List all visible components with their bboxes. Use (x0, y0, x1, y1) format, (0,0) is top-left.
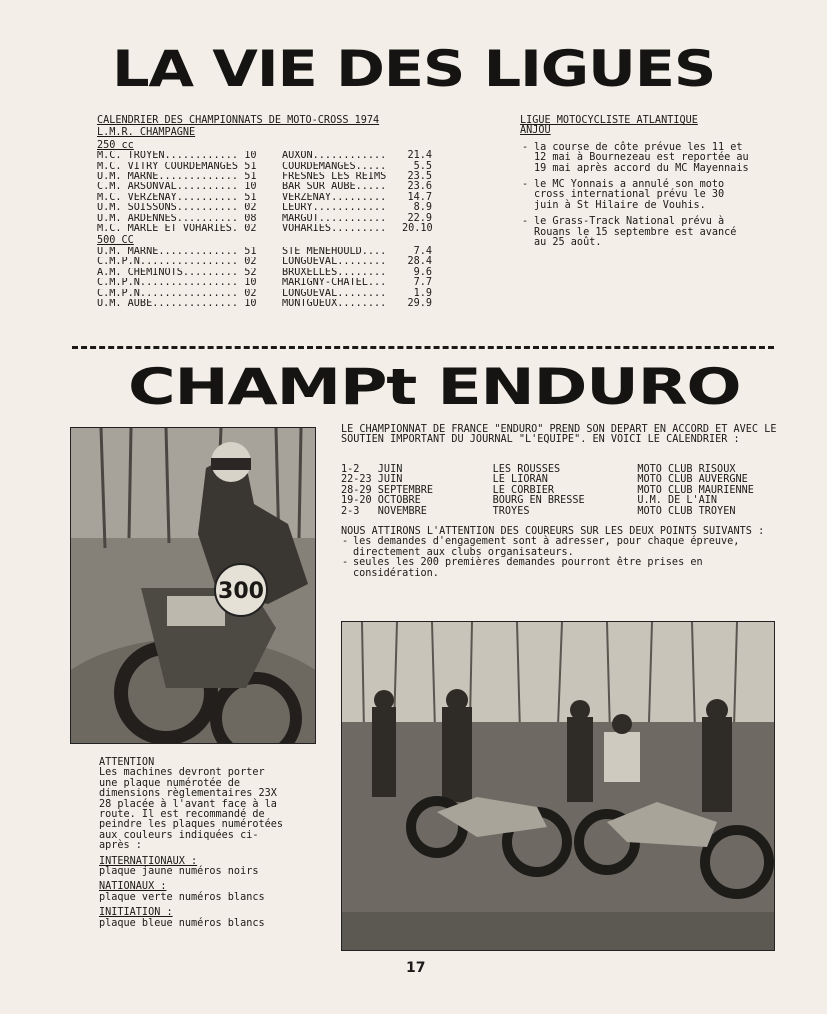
calendar-date: 21.4 (407, 150, 432, 162)
calendar-place: AUXON............ (282, 151, 387, 162)
calendar-500-list (97, 247, 437, 309)
calendar-club: C.M.P.N................ 02 (97, 257, 257, 268)
calendar-row (97, 289, 437, 299)
calendar-club: M.C. TROYEN............ 10 (97, 151, 257, 162)
calendar-row (97, 268, 437, 278)
race-place: LE CORBIER (492, 484, 554, 496)
atlantique-title: LIGUE MOTOCYCLISTE ATLANTIQUE (520, 115, 698, 126)
enduro-notes-list (341, 537, 777, 579)
calendar-place: BAR SUR AUBE..... (282, 182, 387, 193)
calendar-date: 23.5 (407, 171, 432, 183)
calendar-row (97, 224, 437, 234)
attention-title: ATTENTION (99, 757, 155, 768)
race-place: LE LIORAN (492, 474, 548, 486)
plate-rule-label: INTERNATIONAUX : (99, 855, 198, 867)
calendar-place: BRUXELLES........ (282, 267, 387, 278)
race-date: 19-20 OCTOBRE (341, 495, 421, 507)
attention-body: Les machines devront porter une plaque numérotée de dimensions règlementaires 23X 28 placée à l'avant face à la route. Il est recommandé de peindre les plaques numérotées aux couleurs indiquées ci-après : (99, 767, 284, 852)
calendar-date: 20.10 (402, 223, 433, 235)
calendar-place: VOHARIES......... (282, 224, 387, 235)
group-photo (341, 621, 775, 951)
calendar-row (97, 203, 437, 213)
atlantique-list (520, 143, 750, 249)
calendar-row (97, 182, 437, 192)
race-date: 1-2 JUIN (341, 464, 403, 475)
calendar-class-250: 250 cc (97, 139, 134, 151)
plate-rule (99, 857, 289, 878)
calendar-date: 23.6 (407, 181, 432, 193)
section-headline-enduro: CHAMPt ENDURO (128, 358, 741, 416)
race-row (341, 507, 777, 517)
calendar-club: A.M. CHEMINOTS......... 52 (97, 267, 257, 278)
calendar-place: VERZENAY......... (282, 192, 387, 203)
calendar-club: U.M. MARNE............. 51 (97, 172, 257, 183)
calendar-club: C.M.P.N................ 02 (97, 288, 257, 299)
plate-rule-label: NATIONAUX : (99, 881, 167, 893)
race-date: 2-3 NOVEMBRE (341, 505, 427, 517)
bike-number-label: 300 (218, 579, 264, 604)
rider-photo (70, 427, 316, 744)
calendar-date: 9.6 (413, 266, 432, 278)
plate-rule (99, 882, 289, 903)
calendar-place: FRESNES LES REIMS (282, 172, 387, 183)
calendar-row (97, 162, 437, 172)
atlantique-item: - le MC Yonnais a annulé son moto cross international prévu le 30 juin à St Hilaire de Vouhis. (520, 180, 750, 211)
calendar-date: 28.4 (407, 256, 432, 268)
calendar-row (97, 278, 437, 288)
calendar-place: MARIGNY-CHATEL... (282, 278, 387, 289)
calendar-place: STE MENEHOULD.... (282, 246, 387, 257)
calendar-row (97, 214, 437, 224)
enduro-notes (341, 527, 777, 579)
calendar-place: MARGUT........... (282, 213, 387, 224)
race-date: 22-23 JUIN (341, 474, 403, 486)
calendar-title: CALENDRIER DES CHAMPIONNATS DE MOTO-CROSS 1974 (97, 115, 380, 126)
calendar-place: MONTGUEUX........ (282, 298, 387, 309)
enduro-intro (341, 425, 777, 446)
plate-rule-label: INITIATION : (99, 907, 173, 919)
calendar-club: U.M. ARDENNES.......... 08 (97, 213, 257, 224)
attention-box (99, 758, 289, 929)
calendar-date: 14.7 (407, 191, 432, 203)
section-divider (72, 346, 774, 349)
calendar-row (97, 151, 437, 161)
calendar-club: M.C. VERZENAY.......... 51 (97, 192, 257, 203)
enduro-notes-intro: NOUS ATTIRONS L'ATTENTION DES COUREURS SUR LES DEUX POINTS SUIVANTS : (341, 526, 765, 537)
calendar-club: U.M. AUBE.............. 10 (97, 298, 257, 309)
calendar-row (97, 299, 437, 309)
enduro-note: - les demandes d'engagement sont à adresser, pour chaque épreuve, directement aux clubs organisateurs. (341, 537, 777, 558)
race-place: TROYES (492, 505, 530, 517)
calendar-place: LONGUEVAL........ (282, 257, 387, 268)
calendar-date: 8.9 (413, 202, 432, 214)
calendar-date: 5.5 (413, 160, 432, 172)
calendar-club: M.C. VITRY COURDEMANGES 51 (97, 161, 257, 172)
page-number: 17 (406, 960, 426, 976)
calendar-250-list (97, 151, 437, 234)
calendar-place: LONGUEVAL........ (282, 288, 387, 299)
calendar-club: C.M. ARSONVAL.......... 10 (97, 182, 257, 193)
attention-sections (99, 857, 289, 929)
calendar-row (97, 172, 437, 182)
calendar-date: 7.4 (413, 245, 432, 257)
plate-rule (99, 908, 289, 929)
race-club: MOTO CLUB TROYEN (637, 505, 736, 517)
calendar-club: U.M. MARNE............. 51 (97, 246, 257, 257)
enduro-race-list (341, 465, 777, 517)
atlantique-subtitle: ANJOU (520, 125, 551, 137)
calendar-date: 1.9 (413, 287, 432, 299)
atlantique-item: - le Grass-Track National prévu à Rouans le 15 septembre est avancé au 25 août. (520, 217, 750, 248)
calendar-league: L.M.R. CHAMPAGNE (97, 127, 196, 139)
calendar-club: C.M.P.N................ 10 (97, 278, 257, 289)
calendar-date: 7.7 (413, 277, 432, 289)
calendar-place: LEURY............ (282, 203, 387, 214)
plate-rule-text: plaque bleue numéros blancs (99, 917, 265, 929)
calendar-club: M.C. MARLE ET VOHARIES. 02 (97, 224, 257, 235)
atlantique-news (520, 116, 750, 254)
plate-rule-text: plaque verte numéros blancs (99, 891, 265, 903)
calendar-date: 22.9 (407, 212, 432, 224)
enduro-note: - seules les 200 premières demandes pourront être prises en considération. (341, 558, 777, 579)
calendar-row (97, 193, 437, 203)
race-club: MOTO CLUB AUVERGNE (637, 474, 748, 486)
calendar-place: COURDEMANGES..... (282, 161, 387, 172)
calendar-club: U.M. SOISSONS.......... 02 (97, 203, 257, 214)
enduro-intro-text: LE CHAMPIONNAT DE FRANCE "ENDURO" PREND SON DEPART EN ACCORD ET AVEC LE SOUTIEN IMPORTANT DU JOURNAL "L'EQUIPE". EN VOICI LE CALENDRIER : (341, 424, 777, 446)
calendar-date: 29.9 (407, 297, 432, 309)
calendar-class-500: 500 CC (97, 235, 134, 247)
motocross-calendar (97, 116, 437, 309)
plate-rule-text: plaque jaune numéros noirs (99, 866, 259, 878)
calendar-row (97, 247, 437, 257)
section-headline-ligues: LA VIE DES LIGUES (112, 40, 716, 98)
race-club: U.M. DE L'AIN (637, 495, 718, 507)
race-place: LES ROUSSES (492, 464, 561, 475)
atlantique-item: - la course de côte prévue les 11 et 12 mai à Bournezeau est reportée au 19 mai après accord du MC Mayennais (520, 143, 750, 174)
race-club: MOTO CLUB RISOUX (637, 464, 736, 475)
race-place: BOURG EN BRESSE (492, 495, 585, 507)
calendar-row (97, 257, 437, 267)
race-club: MOTO CLUB MAURIENNE (637, 484, 754, 496)
race-date: 28-29 SEPTEMBRE (341, 484, 434, 496)
